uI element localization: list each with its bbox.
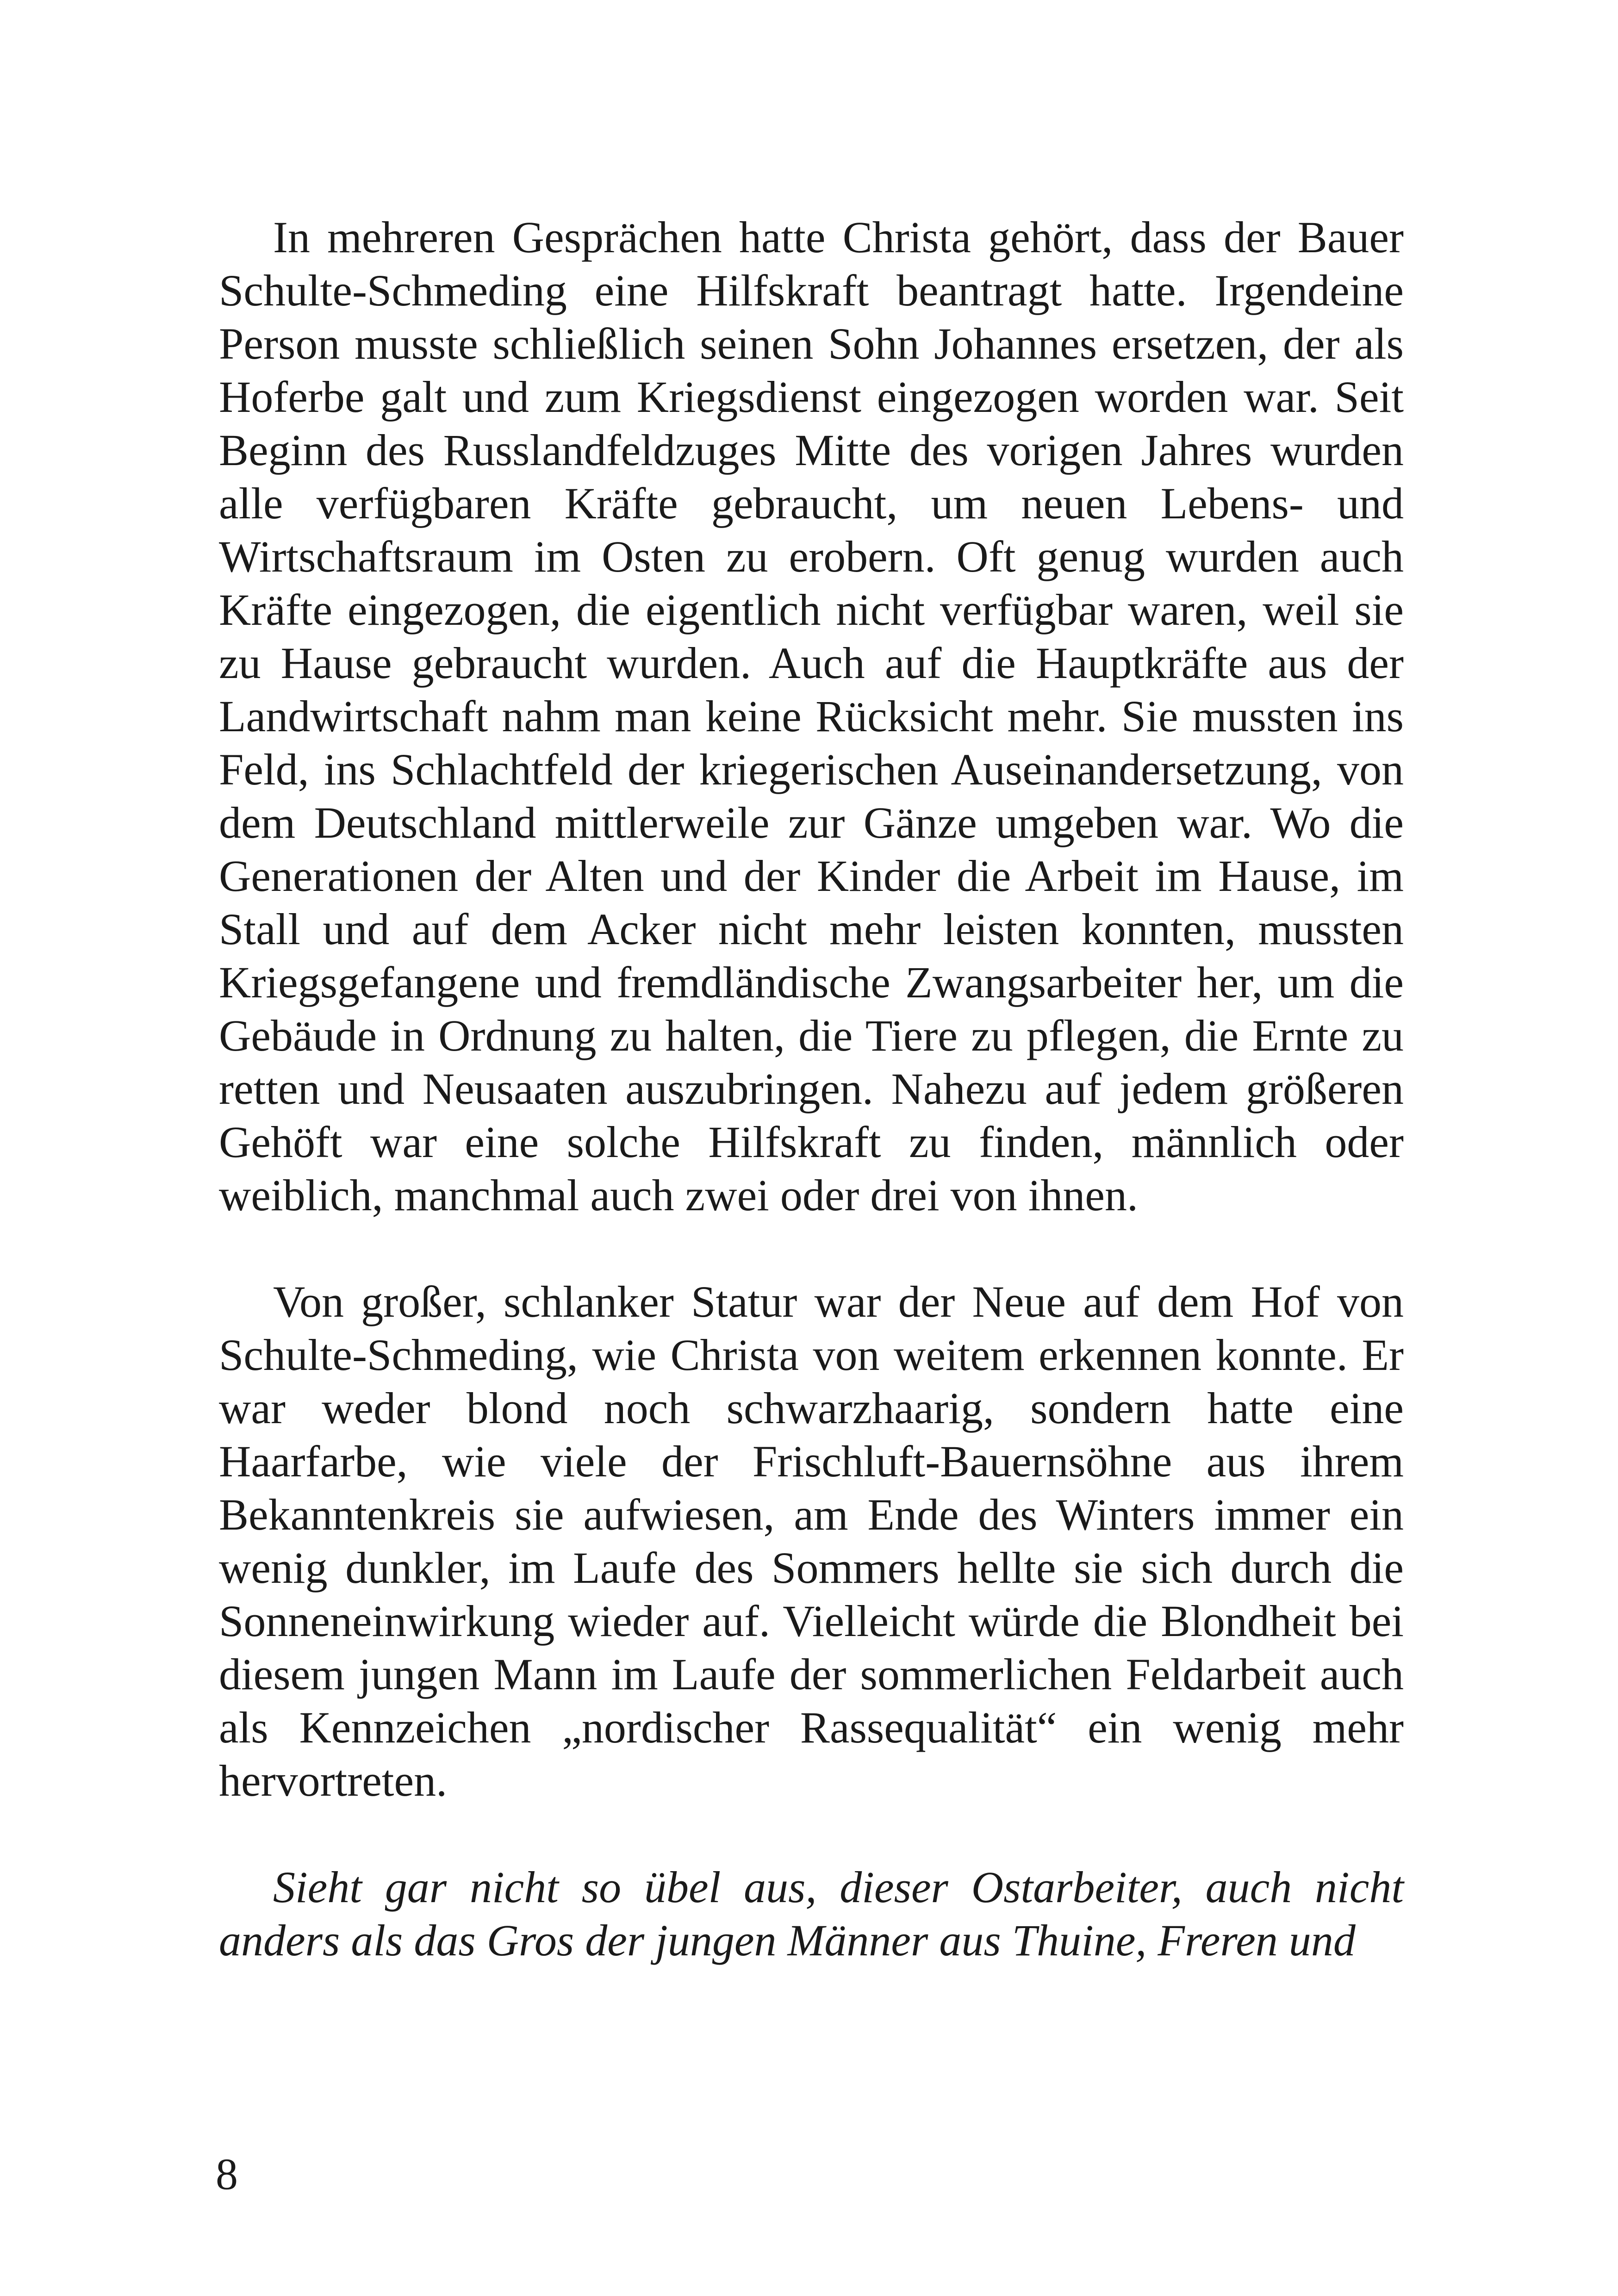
page-number: 8 [216,2149,238,2199]
body-text [219,211,1404,1967]
paragraph-inner-thought: Sieht gar nicht so übel aus, dieser Ostarbeiter, auch nicht anders als das Gros der jungen Männer aus Thuine, Freren und [219,1862,1404,1965]
paragraph-hilfskraft: In mehreren Gesprächen hatte Christa gehört, dass der Bauer Schulte-Schmeding eine Hilfskraft beantragt hatte. Irgendeine Person musste schließlich seinen Sohn Johannes ersetzen, der als Hoferbe galt und zum Kriegsdienst eingezogen worden war. Seit Beginn des Russlandfeldzuges Mitte des vorigen Jahres wurden alle verfügbaren Kräfte gebraucht, um neuen Lebens- und Wirtschaftsraum im Osten zu erobern. Oft genug wurden auch Kräfte eingezogen, die eigentlich nicht verfügbar waren, weil sie zu Hause gebraucht wurden. Auch auf die Hauptkräfte aus der Landwirtschaft nahm man keine Rücksicht mehr. Sie mussten ins Feld, ins Schlachtfeld der kriegerischen Auseinandersetzung, von dem Deutschland mittlerweile zur Gänze umgeben war. Wo die Generationen der Alten und der Kinder die Arbeit im Hause, im Stall und auf dem Acker nicht mehr leisten konnten, mussten Kriegsgefangene und fremdländische Zwangsarbeiter her, um die Gebäude in Ordnung zu halten, die Tiere zu pflegen, die Ernte zu retten und Neusaaten auszubringen. Nahezu auf jedem größeren Gehöft war eine solche Hilfskraft zu finden, männlich oder weiblich, manchmal auch zwei oder drei von ihnen. [219,212,1404,1220]
paragraph-neuer-auf-dem-hof: Von großer, schlanker Statur war der Neue auf dem Hof von Schulte-Schmeding, wie Christa von weitem erkennen konnte. Er war weder blond noch schwarzhaarig, sondern hatte eine Haarfarbe, wie viele der Frischluft-Bauernsöhne aus ihrem Bekanntenkreis sie aufwiesen, am Ende des Winters immer ein wenig dunkler, im Laufe des Sommers hellte sie sich durch die Sonneneinwirkung wieder auf. Vielleicht würde die Blondheit bei diesem jungen Mann im Laufe der sommerlichen Feldarbeit auch als Kennzeichen „nordischer Rassequalität“ ein wenig mehr hervortreten. [219,1277,1404,1805]
